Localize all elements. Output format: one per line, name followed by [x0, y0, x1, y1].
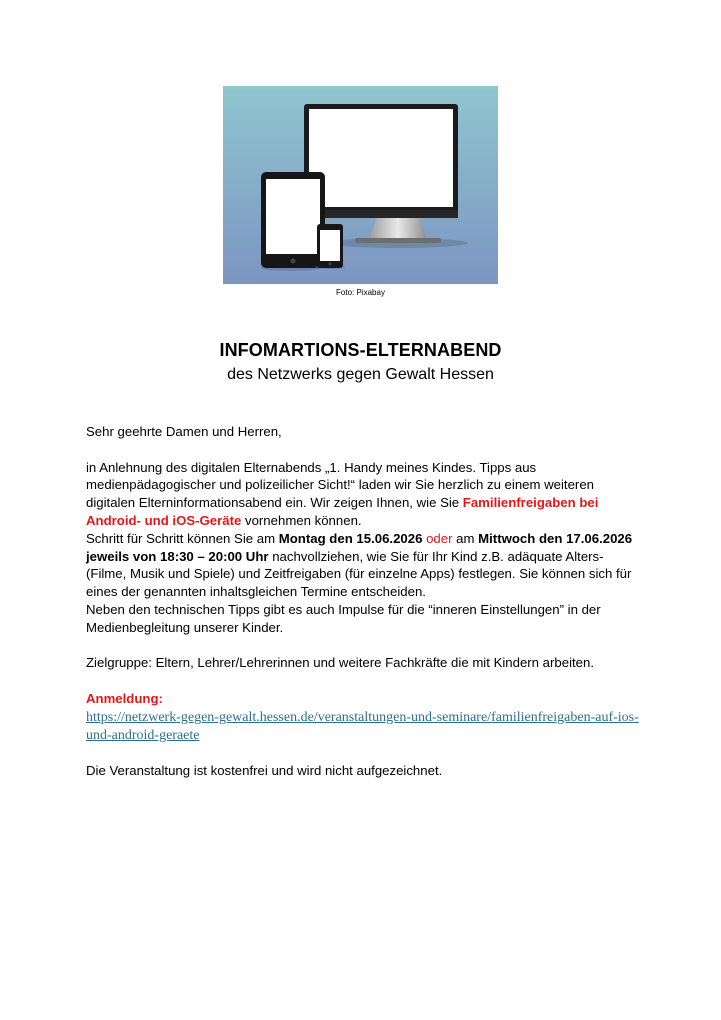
intro-highlight: Familienfreigaben bei Android- und iOS-Geräte — [86, 495, 599, 528]
photo-caption: Foto: Pixabay — [336, 288, 385, 297]
page-subtitle: des Netzwerks gegen Gewalt Hessen — [227, 366, 494, 383]
date-wednesday: Mittwoch den 17.06.2026 jeweils von 18:30 – 20:00 Uhr — [86, 530, 633, 564]
dates-text: Schritt für Schritt können Sie am — [86, 530, 279, 546]
paragraph-dates — [86, 530, 646, 601]
closing-note: Die Veranstaltung ist kostenfrei und wird nicht aufgezeichnet. — [86, 762, 443, 778]
header-photo — [223, 86, 498, 284]
tablet-icon — [261, 172, 325, 271]
paragraph-intro — [86, 459, 646, 530]
target-group: Zielgruppe: Eltern, Lehrer/Lehrerinnen und weitere Fachkräfte die mit Kindern arbeiten. — [86, 655, 595, 671]
registration-label: Anmeldung: — [86, 690, 163, 706]
smartphone-icon — [315, 224, 345, 269]
paragraph-impulses: Neben den technischen Tipps gibt es auch Impulse für die “inneren Einstellungen” in der Medienbegleitung unserer Kinder. — [86, 601, 601, 635]
salutation: Sehr geehrte Damen und Herren, — [86, 424, 282, 439]
date-monday: Montag den 15.06.2026 — [278, 530, 423, 546]
letter-body — [86, 423, 646, 779]
intro-text-end: vornehmen können. — [241, 512, 362, 528]
page-title: INFOMARTIONS-ELTERNABEND — [219, 340, 502, 360]
registration-link[interactable]: https://netzwerk-gegen-gewalt.hessen.de/veranstaltungen-und-seminare/familienfreigaben-auf-ios-und-android-geraete — [86, 709, 639, 743]
dates-oder: oder — [426, 530, 453, 546]
dates-text-end: nachvollziehen, wie Sie für Ihr Kind z.B. adäquate Alters- (Filme, Musik und Spiele) und Zeitfreigaben (für einzelne Apps) festlegen. Sie können sich für eines der genannten inhaltsgleichen Termine entscheiden. — [86, 548, 632, 600]
intro-text: in Anlehnung des digitalen Elternabends „1. Handy meines Kindes. Tipps aus medienpädagogischer und polizeilicher Sicht!“ laden wir Sie herzlich zu einem weiteren digitalen Elterninformationsabend ein. Wir zeigen Ihnen, wie Sie — [86, 459, 594, 511]
devices-illustration — [223, 86, 498, 284]
dates-am: am — [452, 530, 479, 546]
